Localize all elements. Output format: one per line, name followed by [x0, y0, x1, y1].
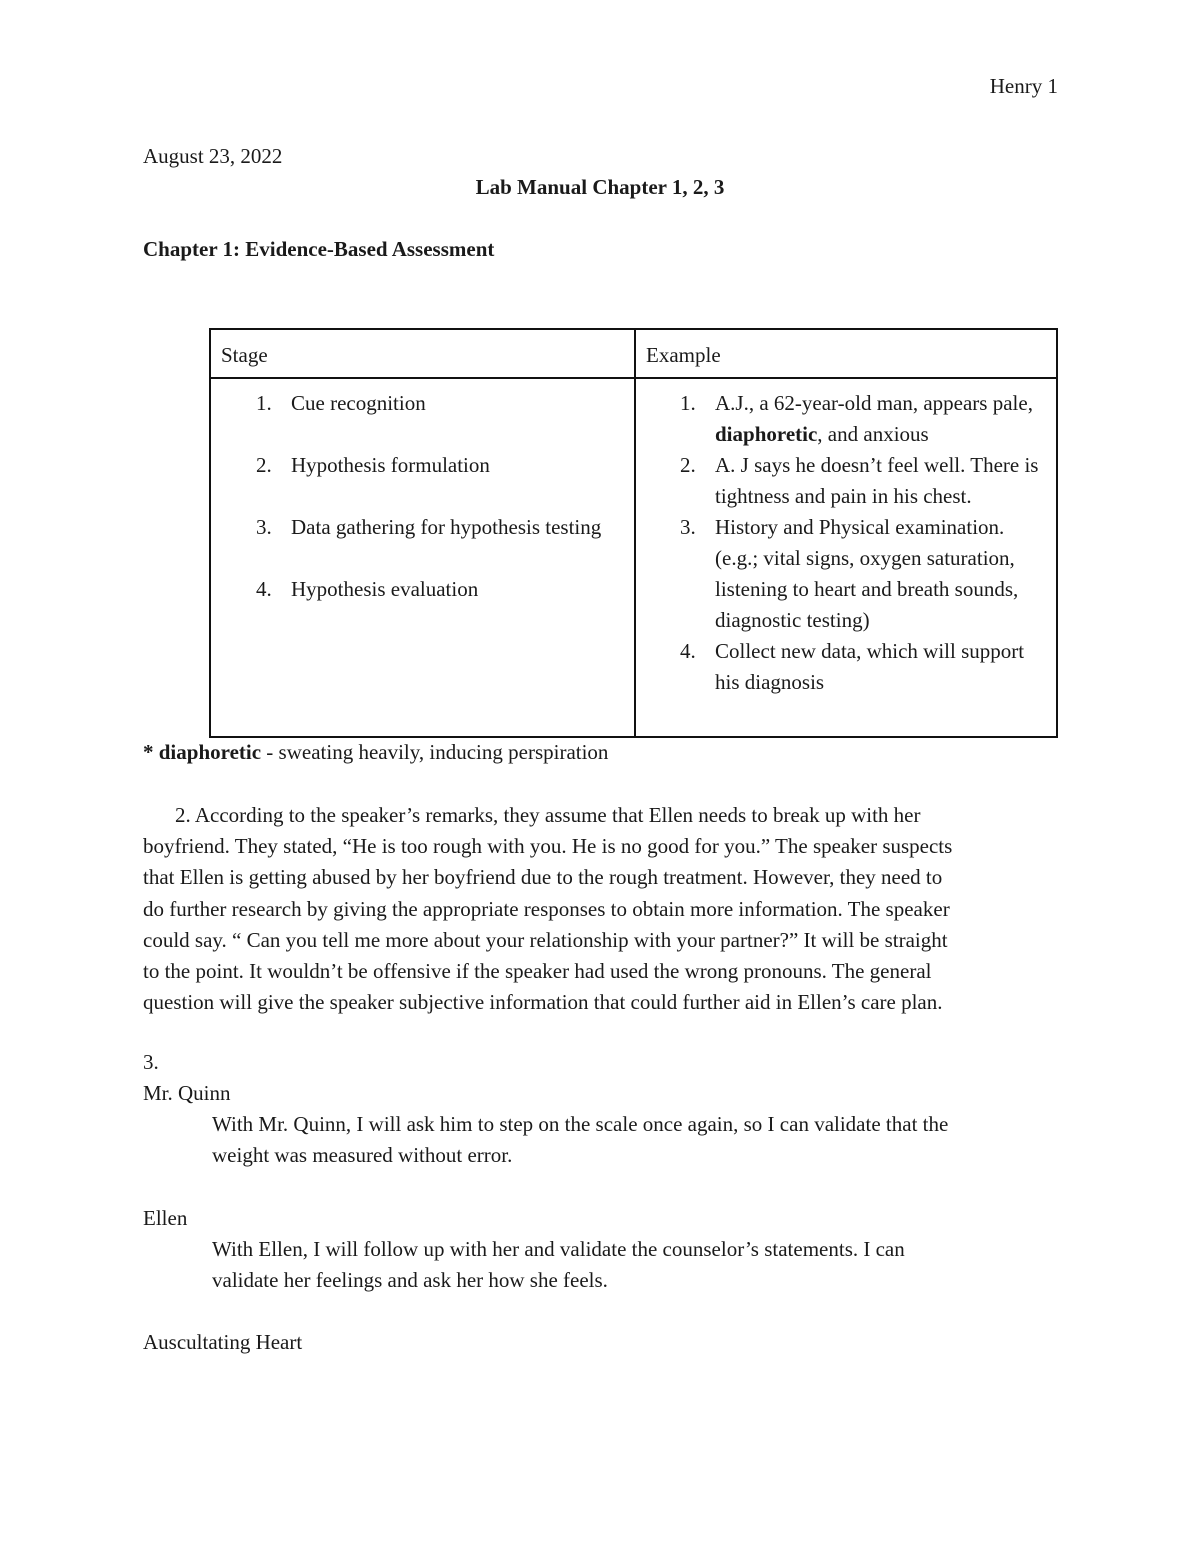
- stage-text: Data gathering for hypothesis testing: [291, 515, 602, 539]
- paragraph-line: to the point. It wouldn’t be offensive if the speaker had used the wrong pronouns. The general: [143, 959, 932, 984]
- example-text: A.J., a 62-year-old man, appears pale,: [715, 391, 1033, 415]
- stage-text: Hypothesis formulation: [291, 453, 490, 477]
- mr-quinn-label: Mr. Quinn: [143, 1081, 231, 1105]
- list-number: 3.: [256, 515, 272, 539]
- paragraph-line: could say. “ Can you tell me more about your relationship with your partner?” It will be straight: [143, 927, 948, 952]
- chapter-heading: Chapter 1: Evidence-Based Assessment: [143, 237, 495, 261]
- example-text: Collect new data, which will support his diagnosis: [715, 639, 1025, 694]
- list-item: [256, 388, 614, 419]
- footnote-star: *: [143, 740, 159, 764]
- paragraph-line: With Mr. Quinn, I will ask him to step on the scale once again, so I can validate that the: [212, 1112, 949, 1136]
- list-item: [680, 512, 1040, 636]
- footnote-term: diaphoretic: [158, 740, 262, 764]
- list-number: 1.: [256, 391, 272, 415]
- list-item: [680, 636, 1040, 698]
- list-item: [256, 574, 614, 605]
- paragraph-line: question will give the speaker subjective information that could further aid in Ellen’s care plan.: [143, 990, 943, 1015]
- paragraph-line: boyfriend. They stated, “He is too rough with you. He is no good for you.” The speaker suspects: [143, 834, 953, 859]
- document-date: August 23, 2022: [143, 144, 283, 168]
- paragraph-line: validate her feelings and ask her how she feels.: [212, 1268, 608, 1293]
- table-body-row: [210, 378, 1057, 737]
- footnote: [143, 737, 608, 768]
- section-3-number: 3.: [143, 1050, 159, 1074]
- example-bold-term: diaphoretic: [715, 422, 818, 446]
- list-number: 2.: [256, 453, 272, 477]
- list-item: [680, 388, 1040, 450]
- auscultating-heart-heading: Auscultating Heart: [143, 1330, 303, 1354]
- footnote-definition: - sweating heavily, inducing perspiration: [261, 740, 609, 764]
- paragraph-line: that Ellen is getting abused by her boyfriend due to the rough treatment. However, they need to: [143, 865, 943, 890]
- stage-list: [211, 379, 634, 605]
- header-stage-cell: [210, 329, 635, 378]
- list-number: 4.: [680, 639, 696, 663]
- page-header-name: Henry 1: [989, 74, 1058, 98]
- header-example: Example: [646, 343, 721, 367]
- list-item: [256, 512, 614, 543]
- stage-text: Cue recognition: [291, 391, 426, 415]
- header-example-cell: [635, 329, 1057, 378]
- paragraph-line: 2. According to the speaker’s remarks, they assume that Ellen needs to break up with her: [175, 803, 921, 827]
- example-text-end: , and anxious: [817, 422, 929, 446]
- stage-text: Hypothesis evaluation: [291, 577, 479, 601]
- paragraph-line: With Ellen, I will follow up with her and validate the counselor’s statements. I can: [212, 1237, 905, 1261]
- example-cell: [635, 378, 1057, 737]
- list-item: [256, 450, 614, 481]
- table-header-row: [210, 329, 1057, 378]
- example-text: A. J says he doesn’t feel well. There is tightness and pain in his chest.: [715, 453, 1039, 508]
- stage-cell: [210, 378, 635, 737]
- evidence-assessment-table: [209, 328, 1058, 738]
- list-number: 1.: [680, 391, 696, 415]
- document-title: Lab Manual Chapter 1, 2, 3: [475, 175, 725, 199]
- mr-quinn-response: [212, 1109, 1062, 1171]
- list-number: 3.: [680, 515, 696, 539]
- list-item: [680, 450, 1040, 512]
- list-number: 2.: [680, 453, 696, 477]
- paragraph-line: do further research by giving the appropriate responses to obtain more information. The speaker: [143, 896, 950, 921]
- ellen-label: Ellen: [143, 1206, 188, 1230]
- paragraph-line: weight was measured without error.: [212, 1143, 513, 1168]
- example-text: History and Physical examination. (e.g.; vital signs, oxygen saturation, listening to heart and breath sounds, diagnostic testing): [715, 515, 1019, 632]
- example-list: [636, 379, 1056, 698]
- section-2-paragraph: [143, 800, 1063, 1018]
- list-number: 4.: [256, 577, 272, 601]
- header-stage: Stage: [221, 343, 268, 367]
- ellen-response: [212, 1234, 1062, 1296]
